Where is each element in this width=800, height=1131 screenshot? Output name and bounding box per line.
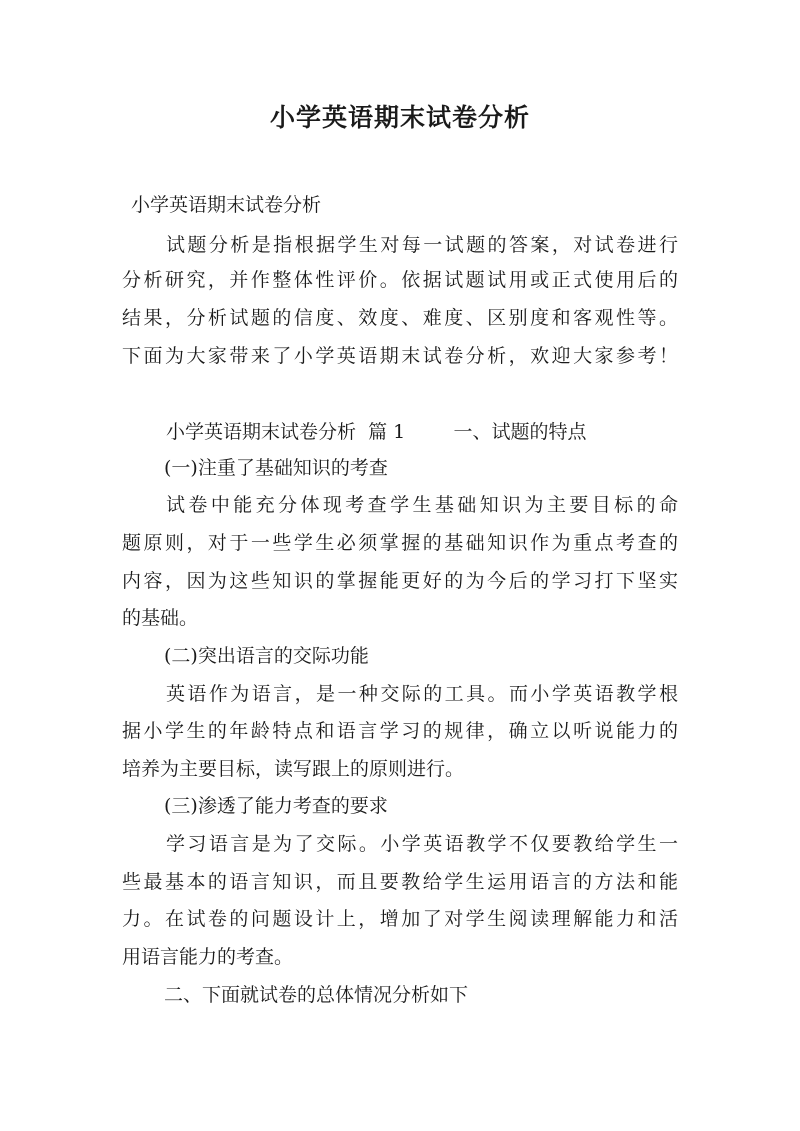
paragraph-line: 力。在试卷的问题设计上，增加了对学生阅读理解能力和活 [122, 908, 678, 930]
intro-line: 下面为大家带来了小学英语期末试卷分析，欢迎大家参考！ [122, 345, 678, 367]
intro-line: 结果，分析试题的信度、效度、难度、区别度和客观性等。 [122, 307, 678, 329]
paragraph-line: 试卷中能充分体现考查学生基础知识为主要目标的命 [166, 494, 678, 516]
page-title: 小学英语期末试卷分析 [269, 103, 530, 132]
section-header: 小学英语期末试卷分析 篇 1 一、试题的特点 [166, 421, 587, 443]
intro-line: 分析研究，并作整体性评价。依据试题试用或正式使用后的 [122, 269, 678, 291]
heading-communication: (二)突出语言的交际功能 [164, 645, 369, 667]
paragraph-line: 些最基本的语言知识，而且要教给学生运用语言的方法和能 [122, 871, 678, 893]
intro-line: 试题分析是指根据学生对每一试题的答案，对试卷进行 [166, 234, 678, 256]
heading-overall-analysis: 二、下面就试卷的总体情况分析如下 [164, 984, 469, 1006]
paragraph-line: 英语作为语言，是一种交际的工具。而小学英语教学根 [166, 683, 678, 705]
document-subtitle: 小学英语期末试卷分析 [131, 194, 322, 216]
heading-ability: (三)渗透了能力考查的要求 [164, 795, 388, 817]
paragraph-line: 用语言能力的考查。 [122, 946, 294, 968]
heading-basic-knowledge: (一)注重了基础知识的考查 [164, 457, 388, 479]
paragraph-line: 学习语言是为了交际。小学英语教学不仅要教给学生一 [166, 833, 678, 855]
paragraph-line: 题原则，对于一些学生必须掌握的基础知识作为重点考查的 [122, 532, 678, 554]
paragraph-line: 的基础。 [122, 607, 199, 629]
paragraph-line: 据小学生的年龄特点和语言学习的规律，确立以听说能力的 [122, 720, 678, 742]
paragraph-line: 内容，因为这些知识的掌握能更好的为今后的学习打下坚实 [122, 570, 678, 592]
paragraph-line: 培养为主要目标，读写跟上的原则进行。 [122, 758, 465, 780]
